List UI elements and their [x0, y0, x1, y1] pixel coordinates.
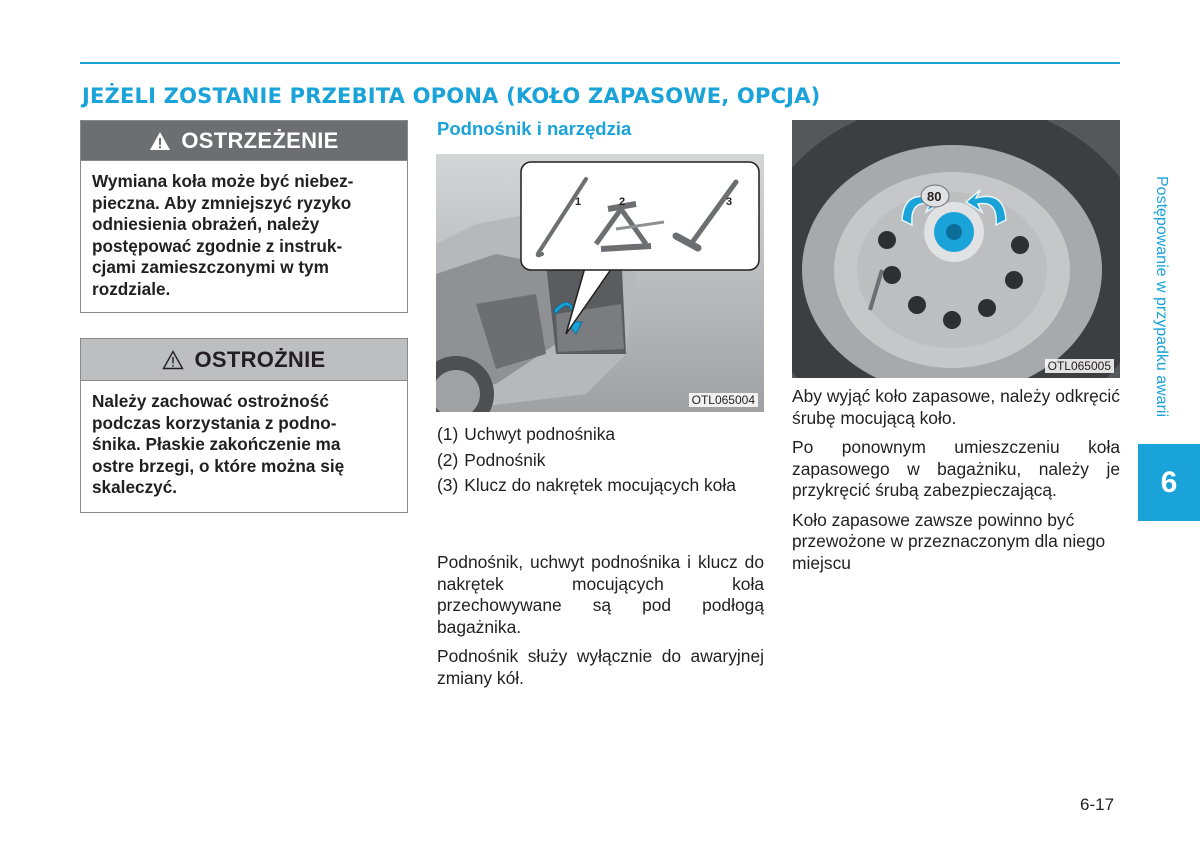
list-number: (3)	[437, 475, 459, 495]
list-number: (1)	[437, 424, 459, 444]
warning-line: odniesienia obrażeń, należy	[92, 214, 320, 234]
paragraph: Koło zapasowe zawsze powinno być przewożone w przeznaczonym dla niego miejscu	[792, 509, 1106, 573]
paragraph: Podnośnik służy wyłącznie do awaryjnej zmiany kół.	[437, 646, 764, 688]
warning-line: Wymiana koła może być niebez-	[92, 171, 354, 191]
caution-box	[80, 338, 408, 513]
caution-line: podczas korzystania z podno-	[92, 412, 337, 433]
list-item	[437, 424, 764, 446]
page-number: 6-17	[1080, 795, 1115, 814]
warning-box	[80, 120, 408, 313]
figure-spare-wheel	[792, 120, 1120, 378]
caution-title: OSTROŻNIE	[194, 346, 326, 372]
tools-description	[437, 552, 764, 697]
warning-line: pieczna. Aby zmniejszyć ryzyko	[92, 192, 352, 213]
list-item	[437, 450, 764, 472]
warning-line: postępować zgodnie z instruk-	[92, 235, 343, 256]
page-title: JEŻELI ZOSTANIE PRZEBITA OPONA (KOŁO ZAPASOWE, OPCJA)	[82, 84, 821, 108]
list-number: (2)	[437, 449, 459, 470]
caution-line: ostre brzegi, o które można się	[92, 455, 345, 476]
section-side-label-text: Postępowanie w przypadku awarii	[1153, 176, 1170, 418]
list-text: Klucz do nakrętek mocujących koła	[464, 475, 736, 495]
paragraph: Po ponownym umieszczeniu koła zapasowego w bagażniku, należy je przykręcić śrubą zabezpieczającą.	[792, 437, 1120, 500]
figure-code: OTL065004	[689, 393, 758, 407]
tire-marking: 80	[927, 189, 942, 204]
warning-triangle-filled-icon	[149, 131, 171, 151]
caution-line: Należy zachować ostrożność	[92, 391, 329, 411]
warning-line: rozdziale.	[92, 278, 171, 299]
spare-wheel-illustration	[792, 120, 1120, 378]
warning-header	[81, 121, 407, 161]
subheading-jack-and-tools: Podnośnik i narzędzia	[437, 118, 632, 139]
spare-wheel-description	[792, 386, 1120, 582]
figure-code: OTL065005	[1045, 359, 1114, 373]
paragraph: Podnośnik, uchwyt podnośnika i klucz do nakrętek mocujących koła przechowywane są pod podłogą bagażnika.	[437, 552, 764, 637]
chapter-tab	[1138, 444, 1200, 521]
list-text: Podnośnik	[464, 449, 546, 470]
car-trunk-illustration	[436, 154, 764, 412]
paragraph: Aby wyjąć koło zapasowe, należy odkręcić śrubę mocującą koło.	[792, 386, 1120, 428]
warning-line: cjami zamieszczonymi w tym	[92, 257, 329, 277]
figure-jack-tools	[436, 154, 764, 412]
caution-text	[81, 381, 407, 511]
chapter-number: 6	[1160, 465, 1178, 499]
warning-text	[81, 161, 407, 312]
caution-line: śnika. Płaskie zakończenie ma	[92, 434, 341, 454]
tools-list	[437, 424, 764, 501]
list-item	[437, 475, 764, 497]
header-rule	[80, 62, 1120, 64]
caution-header	[81, 339, 407, 381]
callout-number: 1	[575, 196, 582, 208]
section-side-label	[1150, 176, 1170, 426]
caution-line: skaleczyć.	[92, 477, 178, 497]
list-text: Uchwyt podnośnika	[464, 424, 616, 444]
warning-triangle-outline-icon	[162, 350, 184, 370]
callout-number: 3	[726, 196, 733, 208]
callout-number: 2	[619, 196, 626, 208]
warning-title: OSTRZEŻENIE	[181, 127, 339, 153]
